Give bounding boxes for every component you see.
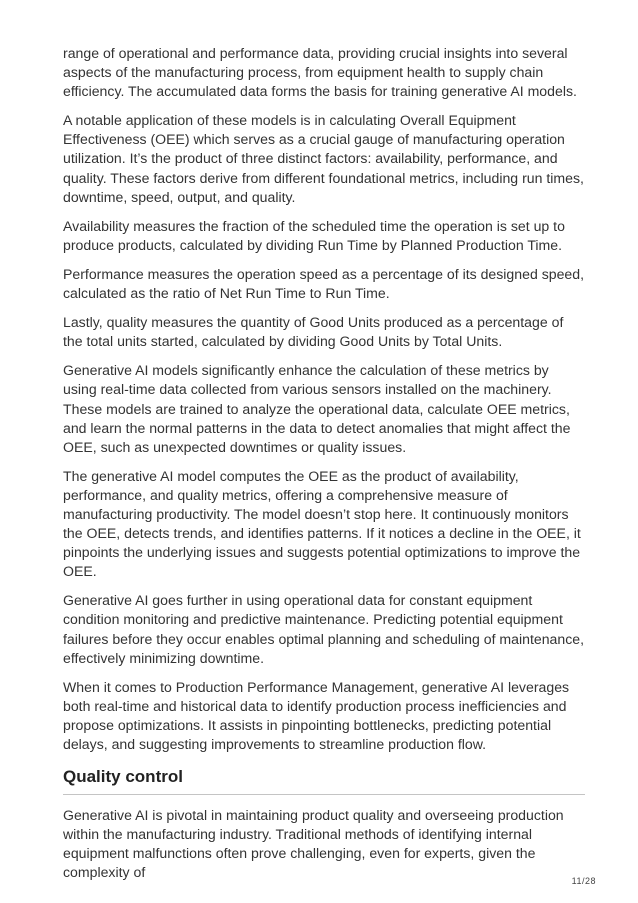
document-page [63, 44, 585, 892]
paragraph-quality: Lastly, quality measures the quantity of Good Units produced as a percentage of the total units started, calculated by dividing Good Units by Total Units. [63, 314, 564, 350]
paragraph-quality-control: Generative AI is pivotal in maintaining product quality and overseeing production within the manufacturing industry. Traditional methods of identifying internal equipment malfunctions often prove challenging, even for experts, given the complexity of [63, 807, 564, 881]
paragraph-performance-management: When it comes to Production Performance Management, generative AI leverages both real-time and historical data to identify production process inefficiencies and propose optimizations. It assists in pinpointing bottlenecks, predicting potential delays, and suggesting improvements to streamline production flow. [63, 678, 570, 752]
paragraph-predictive-maintenance: Generative AI goes further in using operational data for constant equipment condition monitoring and predictive maintenance. Predicting potential equipment failures before they occur enables optimal planning and scheduling of maintenance, effectively minimizing downtime. [63, 592, 585, 666]
section-divider [63, 794, 585, 795]
paragraph-metrics-enhancement: Generative AI models significantly enhance the calculation of these metrics by using real-time data collected from various sensors installed on the machinery. These models are trained to analyze the operational data, calculate OEE metrics, and learn the normal patterns in the data to detect anomalies that might affect the OEE, such as unexpected downtimes or quality issues. [63, 362, 571, 455]
paragraph-performance: Performance measures the operation speed as a percentage of its designed speed, calculated as the ratio of Net Run Time to Run Time. [63, 265, 585, 302]
section-heading: Quality control [63, 767, 183, 787]
paragraph-availability: Availability measures the fraction of the scheduled time the operation is set up to produce products, calculated by dividing Run Time by Planned Production Time. [63, 217, 565, 253]
paragraph-oee-intro: A notable application of these models is in calculating Overall Equipment Effectiveness (OEE) which serves as a crucial gauge of manufacturing operation utilization. It’s the product of three distinct factors: availability, performance, and quality. These factors derive from different foundational metrics, including run times, downtime, speed, output, and quality. [63, 112, 584, 205]
paragraph-oee-computation: The generative AI model computes the OEE as the product of availability, performance, and quality metrics, offering a comprehensive measure of manufacturing productivity. The model doesn’t stop here. It continuously monitors the OEE, detects trends, and identifies patterns. If it notices a decline in the OEE, it pinpoints the underlying issues and suggests potential optimizations to improve the OEE. [63, 467, 581, 580]
page-number: 11/28 [571, 876, 596, 886]
paragraph-data-insights: range of operational and performance data, providing crucial insights into several aspects of the manufacturing process, from equipment health to supply chain efficiency. The accumulated data forms the basis for training generative AI models. [63, 45, 577, 100]
